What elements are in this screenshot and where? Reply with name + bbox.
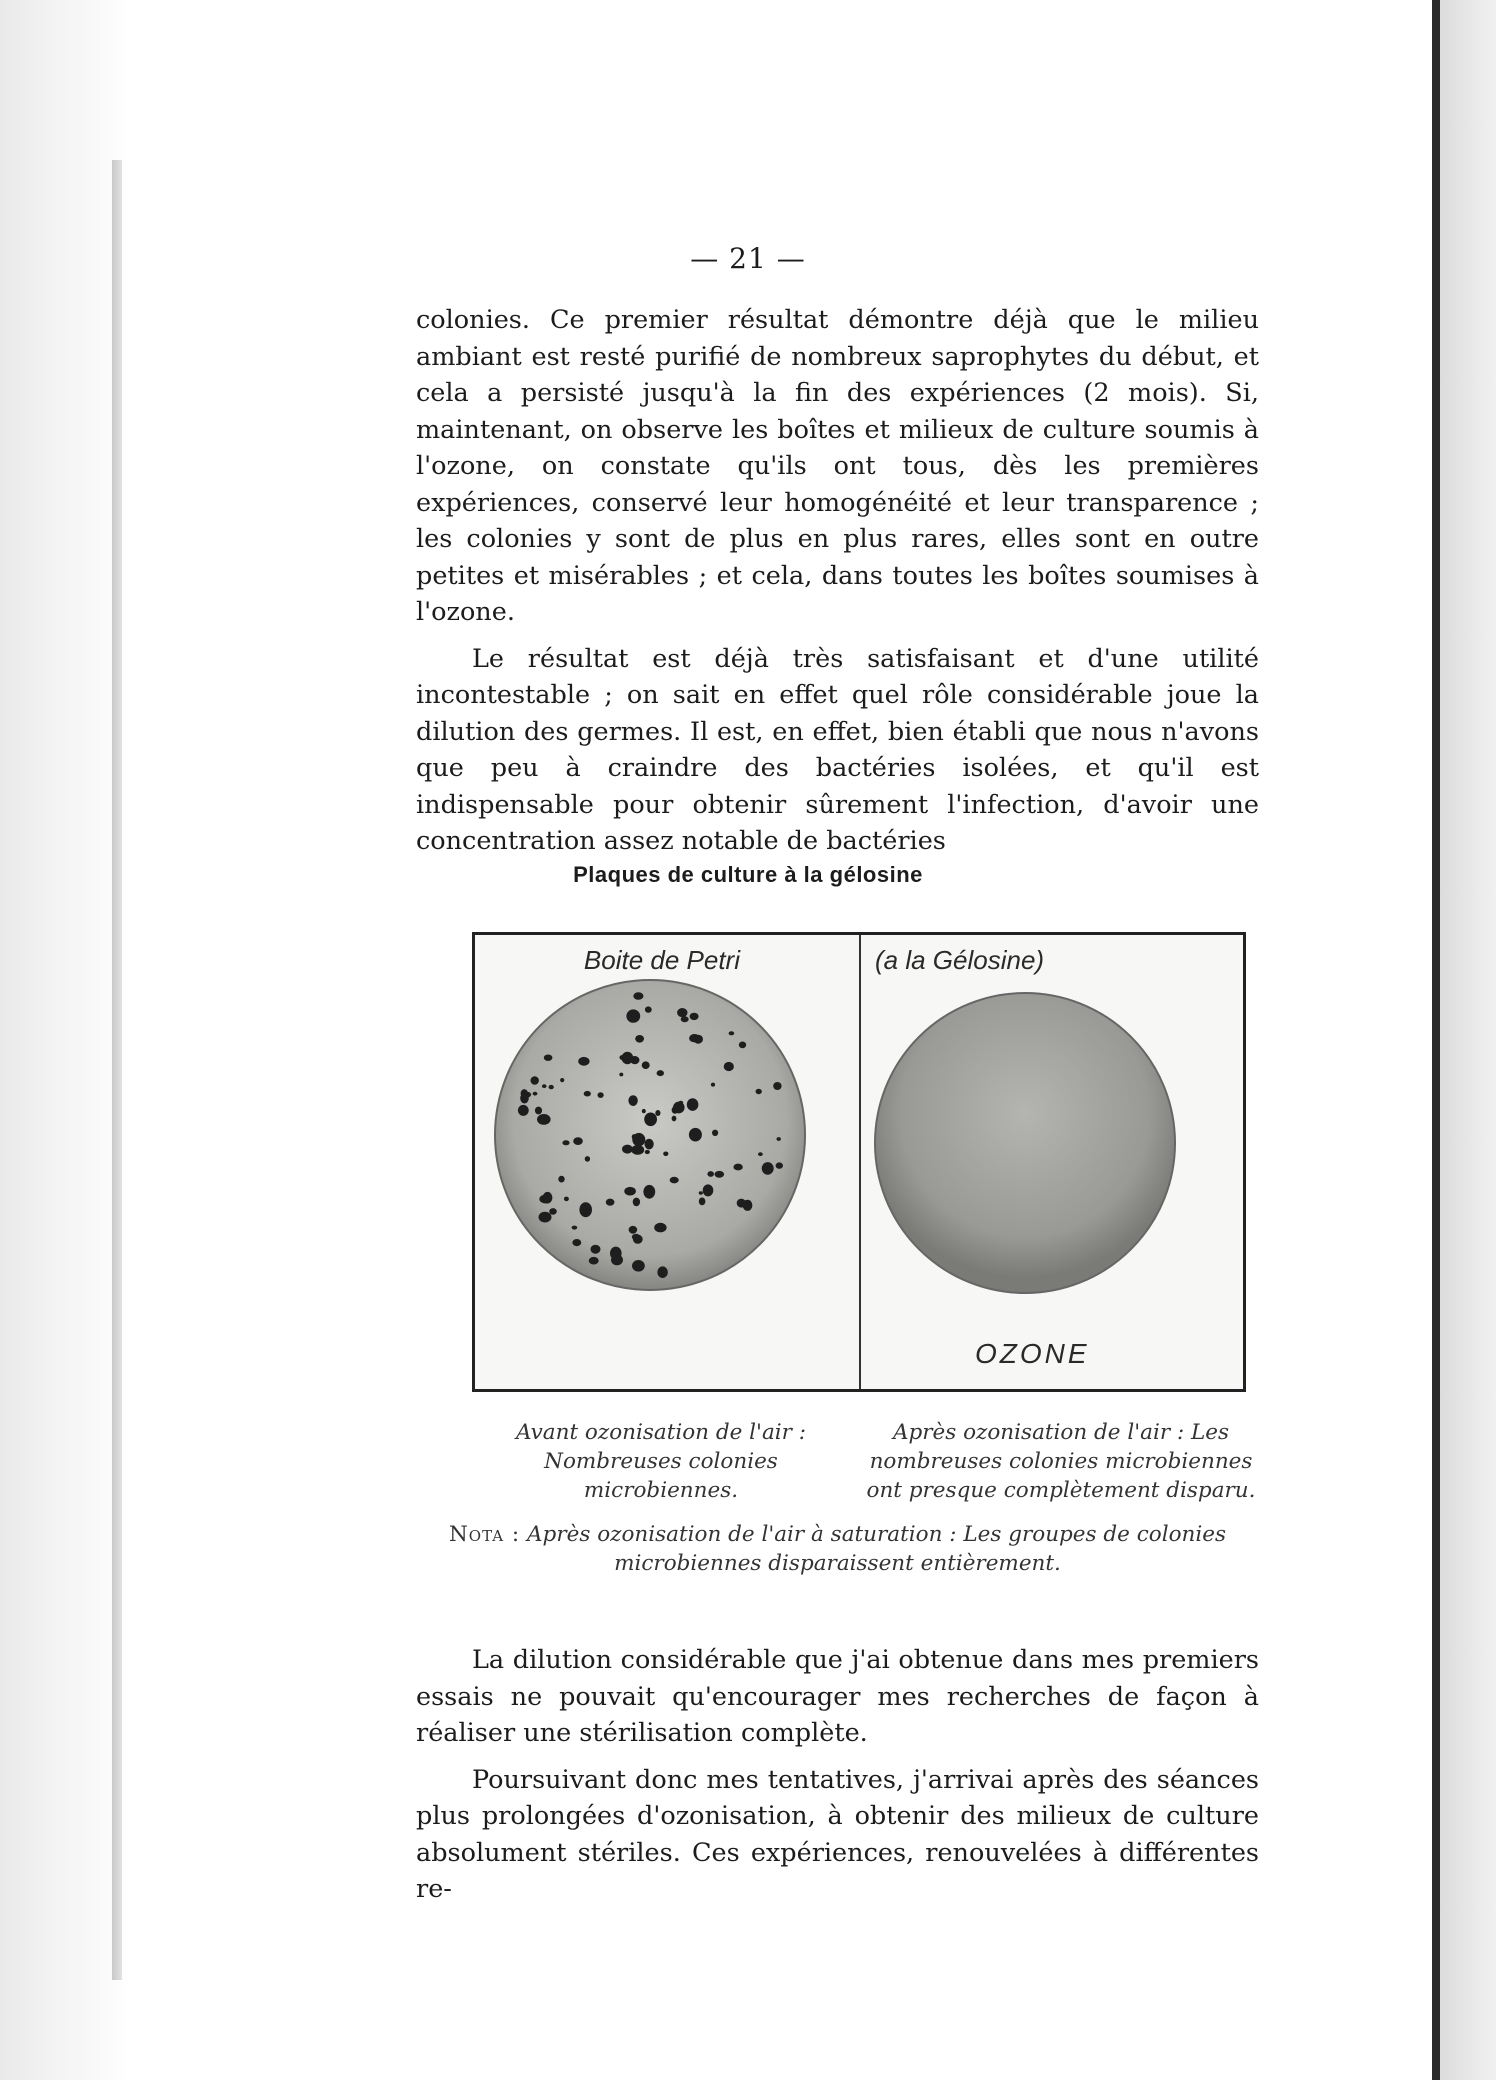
scan-right-page-edge	[1432, 0, 1440, 2080]
colony-spot	[584, 1091, 591, 1097]
colony-spot	[624, 1187, 636, 1196]
colony-spot	[657, 1070, 664, 1076]
colony-spot	[715, 1171, 725, 1178]
colony-spot	[535, 1107, 542, 1115]
colony-spot	[518, 1105, 529, 1116]
petri-dish-before	[495, 980, 805, 1290]
colony-spot	[619, 1073, 623, 1077]
paragraph: Le résultat est déjà très satisfaisant et d'une utilité incontestable ; on sait en effet quel rôle considérable joue la dilution des germes. Il est, en effet, bien établi que nous n'avons que peu à craindre des bactéries isolées, et qu'il est indispensable pour obtenir sûrement l'infection, d'avoir une concentration assez notable de bactéries	[416, 643, 1259, 856]
colony-spot	[678, 1101, 683, 1105]
colony-spot	[572, 1239, 581, 1246]
colony-spot	[663, 1152, 668, 1157]
scan-left-page-edge	[112, 160, 122, 1980]
body-text-top	[416, 302, 1259, 860]
colony-spot	[632, 1133, 645, 1146]
colony-spot	[733, 1164, 742, 1171]
colony-spot	[677, 1008, 687, 1017]
colony-spot	[628, 1095, 637, 1106]
colony-spot	[549, 1208, 557, 1215]
colony-spot	[773, 1082, 781, 1090]
colony-spot	[585, 1156, 590, 1162]
colony-spot	[758, 1152, 763, 1156]
colony-spot	[606, 1199, 615, 1206]
colony-spot	[579, 1202, 592, 1217]
colony-spot	[699, 1198, 706, 1206]
colony-spot	[578, 1057, 589, 1066]
colony-spot	[632, 1147, 636, 1152]
colony-spot	[699, 1191, 703, 1194]
colony-spot	[776, 1162, 783, 1168]
colony-spot	[654, 1223, 666, 1233]
colony-spot	[633, 1198, 640, 1207]
colony-spot	[711, 1083, 715, 1087]
colony-spot	[729, 1031, 735, 1035]
colony-spot	[531, 1076, 539, 1085]
handwritten-right-label: (a la Gélosine)	[875, 945, 1045, 975]
colony-spot	[539, 1212, 552, 1223]
colony-spot	[542, 1084, 547, 1088]
colony-spot	[537, 1114, 551, 1125]
colony-spot	[645, 1150, 650, 1154]
colony-spot	[712, 1130, 718, 1136]
caption-right: Après ozonisation de l'air : Les nombreuses colonies microbiennes ont presque complètement disparu.	[866, 1420, 1256, 1503]
paragraph: Poursuivant donc mes tentatives, j'arrivai après des séances plus prolongées d'ozonisation, à obtenir des milieux de culture absolument stériles. Ces expériences, renouvelées à différentes re-	[416, 1764, 1259, 1904]
colony-spot	[762, 1162, 774, 1175]
colony-spot	[655, 1110, 660, 1116]
colony-spot	[598, 1092, 604, 1098]
colony-spot	[633, 992, 643, 1000]
colony-spot	[533, 1092, 538, 1096]
colony-spot	[560, 1078, 564, 1082]
colony-spot	[573, 1137, 583, 1145]
colony-spot	[672, 1116, 677, 1122]
colony-spot	[549, 1085, 554, 1089]
colony-spot	[743, 1200, 753, 1211]
colony-spot	[632, 1260, 645, 1272]
nota-text: Après ozonisation de l'air à saturation : Les groupes de colonies microbiennes disparaissent entièrement.	[527, 1522, 1227, 1576]
colony-spot	[564, 1197, 569, 1202]
colony-spot	[644, 1113, 657, 1127]
colony-spot	[724, 1062, 734, 1071]
colony-spot	[521, 1089, 528, 1098]
colony-spot	[636, 1235, 641, 1240]
colony-spot	[622, 1052, 634, 1064]
colony-spot	[562, 1140, 569, 1145]
colony-spot	[645, 1139, 654, 1150]
colony-spot	[687, 1098, 699, 1111]
scan-left-shadow	[0, 0, 130, 2080]
body-text-bottom	[416, 1632, 1259, 1908]
colony-spot	[657, 1266, 667, 1278]
handwritten-left-label: Boite de Petri	[583, 945, 740, 975]
paragraph: colonies. Ce premier résultat démontre déjà que le milieu ambiant est resté purifié de nombreux saprophytes du début, et cela a persisté jusqu'à la fin des expériences (2 mois). Si, maintenant, on observe les boîtes et milieux de culture soumis à l'ozone, on constate qu'ils ont tous, dès les premières expériences, conservé leur homogénéité et leur transparence ; les colonies y sont de plus en plus rares, elles sont en outre petites et misérables ; et cela, dans toutes les boîtes soumises à l'ozone.	[416, 305, 1259, 627]
page-number: — 21 —	[690, 242, 806, 275]
colony-spot	[610, 1247, 622, 1260]
colony-spot	[572, 1226, 578, 1230]
nota-label: Nota :	[448, 1522, 521, 1547]
colony-spot	[589, 1257, 599, 1265]
colony-spot	[689, 1128, 702, 1142]
colony-spot	[543, 1192, 553, 1204]
colony-spot	[626, 1009, 640, 1022]
colony-spot	[703, 1184, 714, 1196]
colony-spot	[756, 1089, 762, 1094]
colony-spot	[645, 1006, 652, 1012]
colony-spot	[689, 1034, 700, 1042]
caption-left: Avant ozonisation de l'air : Nombreuses colonies microbiennes.	[515, 1420, 807, 1503]
petri-dish-illustration	[475, 935, 1243, 1389]
colony-spot	[643, 1185, 655, 1199]
colony-spot	[739, 1042, 746, 1049]
colony-spot	[558, 1176, 564, 1183]
colony-spot	[544, 1055, 553, 1061]
petri-dish-figure	[472, 932, 1246, 1392]
colony-spot	[670, 1177, 679, 1184]
colony-spot	[777, 1137, 781, 1141]
colony-spot	[707, 1171, 714, 1177]
figure-heading: Plaques de culture à la gélosine	[573, 862, 923, 887]
handwritten-ozone-label: OZONE	[975, 1338, 1090, 1369]
petri-dish-after	[875, 993, 1175, 1293]
colony-spot	[591, 1245, 601, 1254]
colony-spot	[642, 1109, 646, 1113]
colony-spot	[622, 1145, 633, 1154]
figure-nota	[416, 1520, 1259, 1578]
paragraph: La dilution considérable que j'ai obtenue dans mes premiers essais ne pouvait qu'encourager mes recherches de façon à réaliser une stérilisation complète.	[416, 1645, 1259, 1748]
colony-spot	[629, 1226, 638, 1234]
colony-spot	[642, 1061, 650, 1069]
colony-spot	[690, 1013, 699, 1020]
colony-spot	[635, 1035, 644, 1043]
scan-right-strip	[1440, 0, 1496, 2080]
